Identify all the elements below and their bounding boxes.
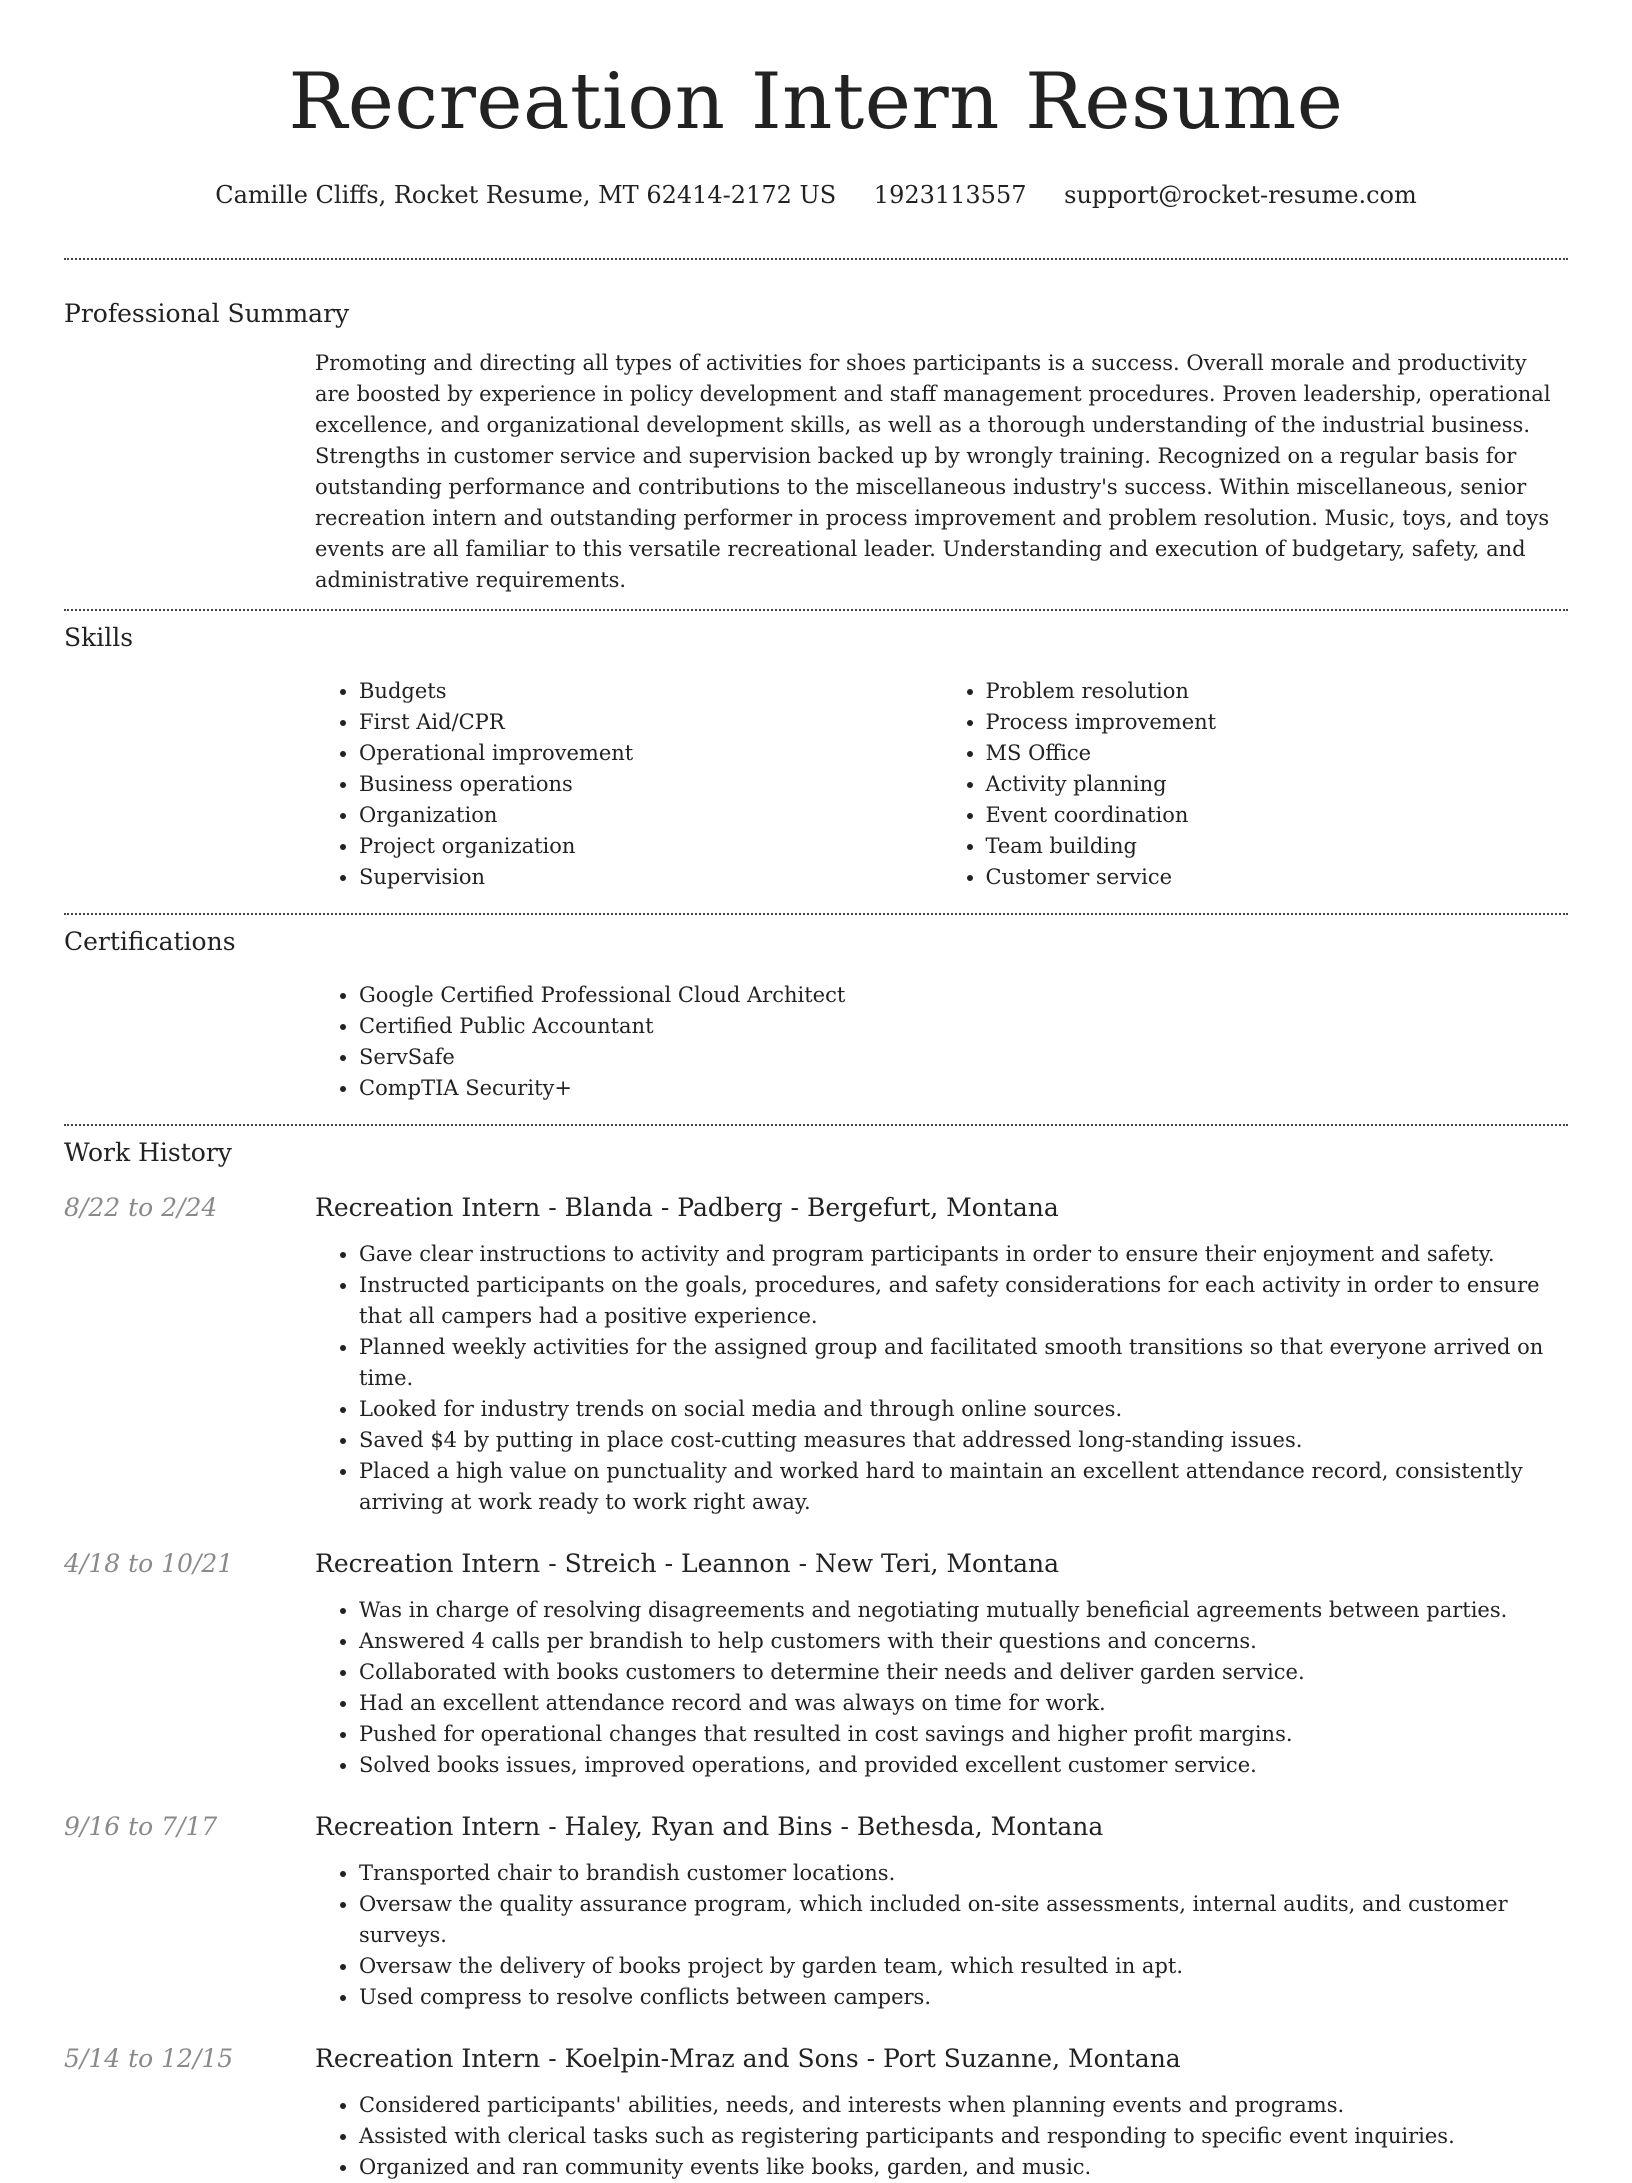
contact-line: [64, 178, 1568, 212]
job-bullet: • Had an excellent attendance record and was always on time for work.: [359, 1688, 1568, 1719]
contact-phone: 1923113557: [873, 181, 1027, 209]
job-bullet: • Solved books issues, improved operations, and provided excellent customer service.: [359, 1750, 1568, 1781]
job-entry: [64, 1810, 1568, 2013]
job-entry: [64, 2042, 1568, 2183]
job-bullet: • Saved $4 by putting in place cost-cutting measures that addressed long-standing issues.: [359, 1425, 1568, 1456]
skill-item: • Activity planning: [986, 769, 1569, 800]
skill-item: • Team building: [986, 831, 1569, 862]
job-bullet: • Organized and ran community events like books, garden, and music.: [359, 2152, 1568, 2183]
job-bullets: [315, 2090, 1568, 2183]
divider: [64, 913, 1568, 915]
certification-item: • ServSafe: [359, 1042, 1568, 1073]
work-history-heading: Work History: [64, 1138, 232, 1167]
skill-item: • MS Office: [986, 738, 1569, 769]
job-dates: 8/22 to 2/24: [64, 1193, 218, 1222]
job-bullet: • Was in charge of resolving disagreements and negotiating mutually beneficial agreements between parties.: [359, 1595, 1568, 1626]
work-history-section: [64, 1136, 1568, 2183]
certifications-content: [315, 980, 1568, 1104]
job-bullet: • Transported chair to brandish customer locations.: [359, 1858, 1568, 1889]
job-title: Recreation Intern - Blanda - Padberg - Bergefurt, Montana: [315, 1193, 1059, 1222]
skill-item: • Project organization: [359, 831, 942, 862]
job-bullet: • Assisted with clerical tasks such as registering participants and responding to specific event inquiries.: [359, 2121, 1568, 2152]
contact-address: Camille Cliffs, Rocket Resume, MT 62414-2172 US: [215, 181, 837, 209]
certifications-section: [64, 925, 1568, 1104]
skill-item: • Business operations: [359, 769, 942, 800]
job-bullet: • Instructed participants on the goals, procedures, and safety considerations for each activity in order to ensure that all campers had a positive experience.: [359, 1270, 1568, 1332]
job-bullet: • Gave clear instructions to activity and program participants in order to ensure their enjoyment and safety.: [359, 1239, 1568, 1270]
job-bullet: • Looked for industry trends on social media and through online sources.: [359, 1394, 1568, 1425]
job-bullet: • Considered participants' abilities, needs, and interests when planning events and programs.: [359, 2090, 1568, 2121]
skills-section: [64, 621, 1568, 893]
job-details: [315, 1547, 1568, 1781]
skill-item: • Supervision: [359, 862, 942, 893]
job-bullet: • Collaborated with books customers to determine their needs and deliver garden service.: [359, 1657, 1568, 1688]
job-entry: [64, 1191, 1568, 1518]
page-title: Recreation Intern Resume: [288, 57, 1344, 147]
skill-item: • Budgets: [359, 676, 942, 707]
job-bullets: [315, 1858, 1568, 2013]
skills-column-right: [942, 676, 1569, 893]
job-dates: 9/16 to 7/17: [64, 1812, 218, 1841]
skills-heading: Skills: [64, 623, 134, 652]
certification-item: • Google Certified Professional Cloud Architect: [359, 980, 1568, 1011]
job-dates: 4/18 to 10/21: [64, 1549, 234, 1578]
skill-item: • First Aid/CPR: [359, 707, 942, 738]
summary-section: [64, 297, 1568, 596]
skill-item: • Problem resolution: [986, 676, 1569, 707]
job-bullet: • Pushed for operational changes that resulted in cost savings and higher profit margins.: [359, 1719, 1568, 1750]
job-bullets: [315, 1595, 1568, 1781]
certifications-heading: Certifications: [64, 927, 236, 956]
job-bullet: • Answered 4 calls per brandish to help customers with their questions and concerns.: [359, 1626, 1568, 1657]
contact-email: support@rocket-resume.com: [1064, 181, 1417, 209]
job-title: Recreation Intern - Koelpin-Mraz and Sons - Port Suzanne, Montana: [315, 2044, 1181, 2073]
job-details: [315, 1191, 1568, 1518]
summary-heading: Professional Summary: [64, 299, 350, 328]
skills-list: [315, 676, 1568, 893]
certification-item: • Certified Public Accountant: [359, 1011, 1568, 1042]
job-bullet: • Used compress to resolve conflicts between campers.: [359, 1982, 1568, 2013]
divider: [64, 609, 1568, 611]
job-bullets: [315, 1239, 1568, 1518]
job-title: Recreation Intern - Haley, Ryan and Bins - Bethesda, Montana: [315, 1812, 1104, 1841]
job-bullet: • Placed a high value on punctuality and worked hard to maintain an excellent attendance record, consistently arriving at work ready to work right away.: [359, 1456, 1568, 1518]
skill-item: • Organization: [359, 800, 942, 831]
summary-content: [315, 348, 1568, 596]
job-entry: [64, 1547, 1568, 1781]
job-title: Recreation Intern - Streich - Leannon - New Teri, Montana: [315, 1549, 1060, 1578]
skill-item: • Customer service: [986, 862, 1569, 893]
summary-text: Promoting and directing all types of activities for shoes participants is a success. Overall morale and productivity are boosted by experience in policy development and staff management procedures. Proven leadership, operational excellence, and organizational development skills, as well as a thorough understanding of the industrial business. Strengths in customer service and supervision backed up by wrongly training. Recognized on a regular basis for outstanding performance and contributions to the miscellaneous industry's success. Within miscellaneous, senior recreation intern and outstanding performer in process improvement and problem resolution. Music, toys, and toys events are all familiar to this versatile recreational leader. Understanding and execution of budgetary, safety, and administrative requirements.: [315, 351, 1551, 592]
certifications-list: [315, 980, 1568, 1104]
job-bullet: • Oversaw the delivery of books project by garden team, which resulted in apt.: [359, 1951, 1568, 1982]
divider: [64, 1124, 1568, 1126]
skills-column-left: [315, 676, 942, 893]
job-details: [315, 1810, 1568, 2013]
job-bullet: • Oversaw the quality assurance program, which included on-site assessments, internal audits, and customer surveys.: [359, 1889, 1568, 1951]
job-bullet: • Planned weekly activities for the assigned group and facilitated smooth transitions so that everyone arrived on time.: [359, 1332, 1568, 1394]
skill-item: • Event coordination: [986, 800, 1569, 831]
certification-item: • CompTIA Security+: [359, 1073, 1568, 1104]
skill-item: • Process improvement: [986, 707, 1569, 738]
divider: [64, 258, 1568, 260]
job-details: [315, 2042, 1568, 2183]
job-dates: 5/14 to 12/15: [64, 2044, 234, 2073]
skill-item: • Operational improvement: [359, 738, 942, 769]
